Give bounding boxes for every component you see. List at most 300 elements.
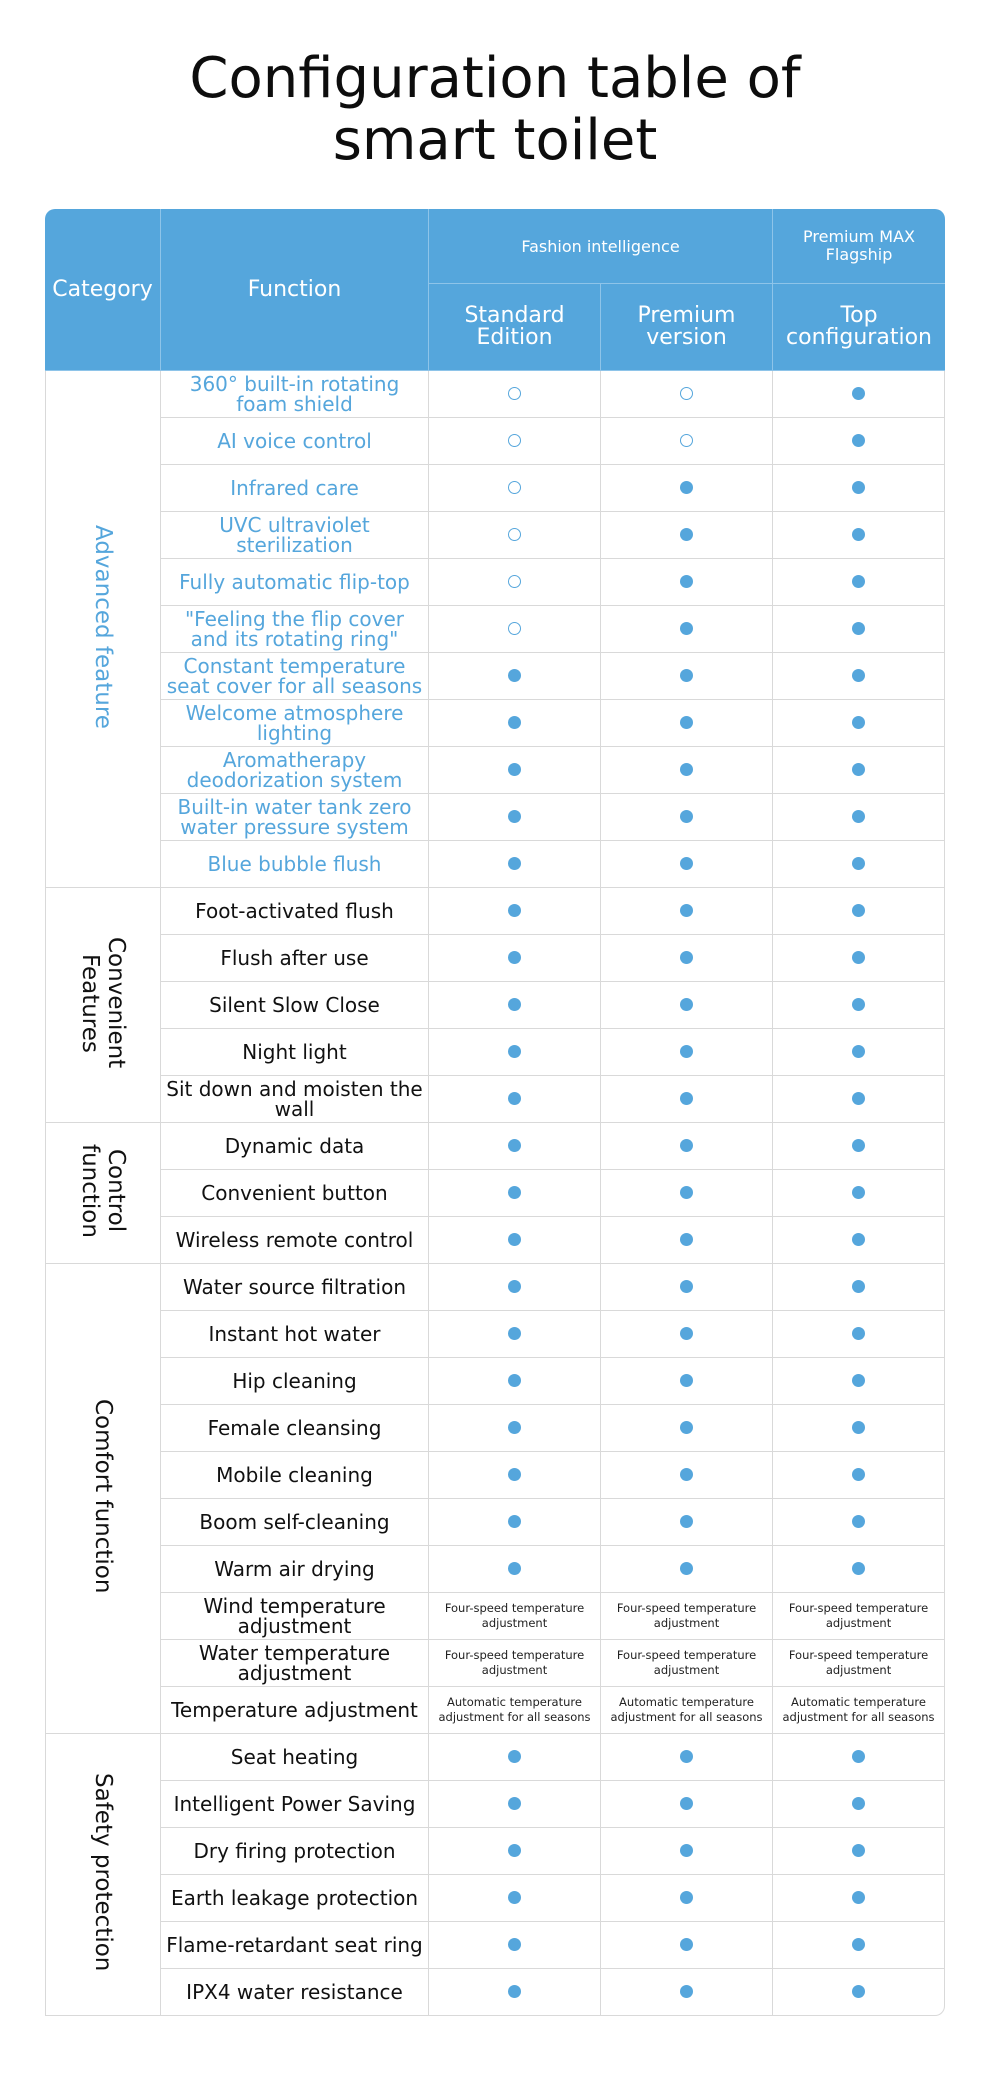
table-row <box>45 1264 945 1311</box>
dot-filled-icon <box>508 951 521 964</box>
function-name: Constant temperature seat cover for all seasons <box>161 653 429 700</box>
config-table <box>45 209 945 2016</box>
cell-top <box>773 1217 945 1264</box>
cell-premium <box>601 418 773 465</box>
dot-filled-icon <box>680 622 693 635</box>
cell-premium <box>601 465 773 512</box>
table-row <box>45 1217 945 1264</box>
cell-value-text: Four-speed temperature adjustment <box>616 1601 757 1630</box>
cell-standard <box>429 888 601 935</box>
header-premium-version: Premium version <box>601 284 773 371</box>
cell-standard-text <box>429 1593 601 1640</box>
cell-standard <box>429 700 601 747</box>
function-name: Welcome atmosphere lighting <box>161 700 429 747</box>
dot-filled-icon <box>680 1797 693 1810</box>
function-name: Aromatherapy deodorization system <box>161 747 429 794</box>
dot-filled-icon <box>508 857 521 870</box>
cell-top <box>773 1311 945 1358</box>
cell-premium <box>601 1828 773 1875</box>
table-row <box>45 1922 945 1969</box>
function-name: Fully automatic flip-top <box>161 559 429 606</box>
table-row <box>45 1593 945 1640</box>
function-name: UVC ultraviolet sterilization <box>161 512 429 559</box>
table-row <box>45 1781 945 1828</box>
cell-top-text <box>773 1687 945 1734</box>
cell-standard <box>429 1452 601 1499</box>
table-row <box>45 1969 945 2016</box>
table-row <box>45 1029 945 1076</box>
cell-top <box>773 888 945 935</box>
dot-filled-icon <box>852 763 865 776</box>
dot-filled-icon <box>508 1562 521 1575</box>
dot-filled-icon <box>508 1797 521 1810</box>
function-name: Dry firing protection <box>161 1828 429 1875</box>
category-cell <box>45 1264 161 1734</box>
dot-filled-icon <box>852 1562 865 1575</box>
cell-top <box>773 371 945 418</box>
cell-top <box>773 512 945 559</box>
table-row <box>45 1828 945 1875</box>
header-function: Function <box>161 209 429 371</box>
function-name: Mobile cleaning <box>161 1452 429 1499</box>
dot-filled-icon <box>680 998 693 1011</box>
table-row <box>45 418 945 465</box>
cell-premium <box>601 1264 773 1311</box>
cell-standard <box>429 465 601 512</box>
cell-standard <box>429 1358 601 1405</box>
function-name: Earth leakage protection <box>161 1875 429 1922</box>
dot-filled-icon <box>680 1844 693 1857</box>
cell-premium <box>601 1170 773 1217</box>
dot-filled-icon <box>852 1374 865 1387</box>
cell-premium-text <box>601 1640 773 1687</box>
cell-standard <box>429 1311 601 1358</box>
dot-filled-icon <box>680 528 693 541</box>
dot-filled-icon <box>508 1186 521 1199</box>
dot-filled-icon <box>852 1891 865 1904</box>
cell-standard <box>429 1922 601 1969</box>
cell-premium-text <box>601 1687 773 1734</box>
dot-hollow-icon <box>508 575 521 588</box>
category-label: Safety protection <box>90 1773 116 1972</box>
cell-premium-text <box>601 1593 773 1640</box>
function-name: Warm air drying <box>161 1546 429 1593</box>
dot-filled-icon <box>508 1233 521 1246</box>
cell-premium <box>601 1781 773 1828</box>
dot-filled-icon <box>680 1468 693 1481</box>
header-top-configuration: Top configuration <box>773 284 945 371</box>
dot-filled-icon <box>508 1985 521 1998</box>
dot-filled-icon <box>508 1938 521 1951</box>
cell-premium <box>601 982 773 1029</box>
cell-top <box>773 1875 945 1922</box>
cell-top <box>773 465 945 512</box>
table-row <box>45 1734 945 1781</box>
dot-filled-icon <box>508 1045 521 1058</box>
category-label: Advanced feature <box>90 525 116 729</box>
cell-premium <box>601 1875 773 1922</box>
dot-filled-icon <box>508 1327 521 1340</box>
function-name: Foot-activated flush <box>161 888 429 935</box>
page-title <box>0 48 990 172</box>
category-cell <box>45 1734 161 2016</box>
cell-top-text <box>773 1593 945 1640</box>
category-cell <box>45 888 161 1123</box>
cell-premium <box>601 1217 773 1264</box>
function-name: Built-in water tank zero water pressure system <box>161 794 429 841</box>
cell-top <box>773 1452 945 1499</box>
cell-premium <box>601 747 773 794</box>
cell-standard <box>429 371 601 418</box>
cell-value-text: Automatic temperature adjustment for all seasons <box>438 1695 591 1724</box>
table-header <box>45 209 945 371</box>
dot-filled-icon <box>680 1515 693 1528</box>
cell-standard <box>429 1405 601 1452</box>
cell-premium <box>601 888 773 935</box>
cell-premium <box>601 1029 773 1076</box>
function-name: Sit down and moisten the wall <box>161 1076 429 1123</box>
dot-filled-icon <box>852 1139 865 1152</box>
dot-filled-icon <box>680 716 693 729</box>
cell-premium <box>601 1969 773 2016</box>
dot-filled-icon <box>680 1327 693 1340</box>
cell-premium <box>601 1311 773 1358</box>
dot-filled-icon <box>680 1186 693 1199</box>
cell-top <box>773 794 945 841</box>
dot-filled-icon <box>680 810 693 823</box>
function-name: Hip cleaning <box>161 1358 429 1405</box>
table-body <box>45 371 945 2016</box>
cell-top <box>773 1922 945 1969</box>
dot-hollow-icon <box>680 434 693 447</box>
function-name: AI voice control <box>161 418 429 465</box>
dot-filled-icon <box>852 904 865 917</box>
cell-top <box>773 1781 945 1828</box>
dot-filled-icon <box>508 763 521 776</box>
cell-standard <box>429 841 601 888</box>
cell-top <box>773 747 945 794</box>
function-name: 360° built-in rotating foam shield <box>161 371 429 418</box>
dot-filled-icon <box>508 1374 521 1387</box>
dot-filled-icon <box>852 1327 865 1340</box>
dot-filled-icon <box>852 481 865 494</box>
function-name: Flush after use <box>161 935 429 982</box>
cell-premium <box>601 1499 773 1546</box>
dot-filled-icon <box>852 951 865 964</box>
cell-top <box>773 1076 945 1123</box>
cell-standard <box>429 1123 601 1170</box>
dot-filled-icon <box>680 1938 693 1951</box>
dot-filled-icon <box>508 1750 521 1763</box>
function-name: Intelligent Power Saving <box>161 1781 429 1828</box>
dot-filled-icon <box>852 528 865 541</box>
table-row <box>45 1452 945 1499</box>
cell-standard <box>429 1217 601 1264</box>
category-label: Control function <box>77 1144 129 1238</box>
cell-value-text: Four-speed temperature adjustment <box>616 1648 757 1677</box>
cell-premium <box>601 606 773 653</box>
table-row <box>45 1170 945 1217</box>
cell-top <box>773 1828 945 1875</box>
cell-premium <box>601 1452 773 1499</box>
function-name: Blue bubble flush <box>161 841 429 888</box>
dot-filled-icon <box>680 1421 693 1434</box>
header-standard-edition: Standard Edition <box>429 284 601 371</box>
table-row <box>45 1076 945 1123</box>
cell-top <box>773 1969 945 2016</box>
cell-top <box>773 1734 945 1781</box>
cell-premium <box>601 935 773 982</box>
cell-standard <box>429 512 601 559</box>
cell-top-text <box>773 1640 945 1687</box>
cell-value-text: Automatic temperature adjustment for all seasons <box>610 1695 763 1724</box>
cell-value-text: Four-speed temperature adjustment <box>788 1601 929 1630</box>
dot-filled-icon <box>680 575 693 588</box>
function-name: Night light <box>161 1029 429 1076</box>
table-row <box>45 1546 945 1593</box>
table-row <box>45 935 945 982</box>
cell-standard <box>429 1264 601 1311</box>
dot-filled-icon <box>852 1985 865 1998</box>
table-row <box>45 1875 945 1922</box>
dot-hollow-icon <box>508 387 521 400</box>
dot-filled-icon <box>680 1092 693 1105</box>
dot-filled-icon <box>852 434 865 447</box>
dot-filled-icon <box>680 904 693 917</box>
cell-premium <box>601 841 773 888</box>
dot-filled-icon <box>852 622 865 635</box>
dot-filled-icon <box>852 1844 865 1857</box>
cell-premium <box>601 371 773 418</box>
dot-filled-icon <box>852 1092 865 1105</box>
dot-filled-icon <box>680 669 693 682</box>
cell-top <box>773 841 945 888</box>
header-category: Category <box>45 209 161 371</box>
category-label: Convenient Features <box>77 937 129 1069</box>
dot-filled-icon <box>508 669 521 682</box>
dot-filled-icon <box>508 1280 521 1293</box>
category-label: Comfort function <box>90 1399 116 1594</box>
dot-filled-icon <box>852 1186 865 1199</box>
cell-premium <box>601 512 773 559</box>
dot-filled-icon <box>852 1233 865 1246</box>
dot-filled-icon <box>680 1233 693 1246</box>
cell-top <box>773 1029 945 1076</box>
table-row <box>45 559 945 606</box>
dot-filled-icon <box>680 481 693 494</box>
cell-premium <box>601 1358 773 1405</box>
function-name: "Feeling the flip cover and its rotating ring" <box>161 606 429 653</box>
cell-standard <box>429 1828 601 1875</box>
dot-hollow-icon <box>508 481 521 494</box>
cell-top <box>773 700 945 747</box>
cell-standard <box>429 1076 601 1123</box>
table-row <box>45 841 945 888</box>
function-name: Wind temperature adjustment <box>161 1593 429 1640</box>
cell-top <box>773 606 945 653</box>
cell-standard <box>429 418 601 465</box>
cell-value-text: Four-speed temperature adjustment <box>444 1601 585 1630</box>
cell-standard <box>429 1734 601 1781</box>
cell-top <box>773 1546 945 1593</box>
function-name: Water temperature adjustment <box>161 1640 429 1687</box>
table-row <box>45 700 945 747</box>
dot-filled-icon <box>852 1938 865 1951</box>
function-name: Water source filtration <box>161 1264 429 1311</box>
dot-filled-icon <box>680 1562 693 1575</box>
dot-filled-icon <box>508 810 521 823</box>
cell-premium <box>601 653 773 700</box>
table-row <box>45 1358 945 1405</box>
table-row <box>45 888 945 935</box>
dot-filled-icon <box>508 1421 521 1434</box>
cell-standard <box>429 1969 601 2016</box>
table-row <box>45 982 945 1029</box>
cell-top <box>773 559 945 606</box>
function-name: Dynamic data <box>161 1123 429 1170</box>
title-line-1: Configuration table of <box>189 46 801 111</box>
cell-top <box>773 1264 945 1311</box>
function-name: Silent Slow Close <box>161 982 429 1029</box>
cell-top <box>773 1170 945 1217</box>
cell-standard <box>429 1875 601 1922</box>
cell-standard <box>429 606 601 653</box>
table-row <box>45 1405 945 1452</box>
cell-top <box>773 418 945 465</box>
dot-filled-icon <box>508 1468 521 1481</box>
cell-premium <box>601 700 773 747</box>
function-name: Female cleansing <box>161 1405 429 1452</box>
dot-filled-icon <box>680 1374 693 1387</box>
cell-premium <box>601 1922 773 1969</box>
dot-filled-icon <box>852 387 865 400</box>
dot-filled-icon <box>852 575 865 588</box>
table-row <box>45 794 945 841</box>
function-name: Boom self-cleaning <box>161 1499 429 1546</box>
cell-standard <box>429 982 601 1029</box>
table-row <box>45 512 945 559</box>
header-group-fashion: Fashion intelligence <box>429 209 773 284</box>
dot-filled-icon <box>508 716 521 729</box>
dot-filled-icon <box>852 1045 865 1058</box>
cell-value-text: Four-speed temperature adjustment <box>788 1648 929 1677</box>
table-row <box>45 606 945 653</box>
table-row <box>45 1499 945 1546</box>
cell-standard <box>429 1546 601 1593</box>
cell-standard <box>429 1499 601 1546</box>
table-row <box>45 465 945 512</box>
cell-standard <box>429 559 601 606</box>
table-row <box>45 747 945 794</box>
dot-filled-icon <box>852 669 865 682</box>
header-group-flagship: Premium MAX Flagship <box>773 209 945 284</box>
function-name: Seat heating <box>161 1734 429 1781</box>
dot-filled-icon <box>680 1280 693 1293</box>
cell-premium <box>601 559 773 606</box>
dot-hollow-icon <box>508 528 521 541</box>
cell-standard <box>429 1170 601 1217</box>
dot-filled-icon <box>508 1844 521 1857</box>
dot-filled-icon <box>852 1280 865 1293</box>
cell-standard <box>429 653 601 700</box>
dot-filled-icon <box>852 998 865 1011</box>
function-name: Instant hot water <box>161 1311 429 1358</box>
dot-filled-icon <box>852 1468 865 1481</box>
dot-filled-icon <box>680 1045 693 1058</box>
cell-top <box>773 1123 945 1170</box>
cell-standard <box>429 794 601 841</box>
function-name: Temperature adjustment <box>161 1687 429 1734</box>
category-cell <box>45 371 161 888</box>
function-name: Flame-retardant seat ring <box>161 1922 429 1969</box>
table-row <box>45 1687 945 1734</box>
cell-top <box>773 653 945 700</box>
function-name: IPX4 water resistance <box>161 1969 429 2016</box>
dot-filled-icon <box>852 1797 865 1810</box>
table-row <box>45 1311 945 1358</box>
function-name: Infrared care <box>161 465 429 512</box>
dot-filled-icon <box>680 951 693 964</box>
function-name: Wireless remote control <box>161 1217 429 1264</box>
table-row <box>45 653 945 700</box>
cell-standard <box>429 935 601 982</box>
dot-filled-icon <box>680 857 693 870</box>
cell-value-text: Automatic temperature adjustment for all seasons <box>782 1695 935 1724</box>
table-row <box>45 1123 945 1170</box>
category-cell <box>45 1123 161 1264</box>
table-row <box>45 1640 945 1687</box>
dot-filled-icon <box>852 857 865 870</box>
cell-standard <box>429 1781 601 1828</box>
cell-standard <box>429 1029 601 1076</box>
cell-premium <box>601 1546 773 1593</box>
cell-top <box>773 1405 945 1452</box>
dot-filled-icon <box>508 998 521 1011</box>
cell-premium <box>601 1123 773 1170</box>
cell-standard-text <box>429 1640 601 1687</box>
cell-top <box>773 982 945 1029</box>
function-name: Convenient button <box>161 1170 429 1217</box>
cell-standard <box>429 747 601 794</box>
dot-filled-icon <box>852 1421 865 1434</box>
dot-filled-icon <box>680 1139 693 1152</box>
cell-premium <box>601 1734 773 1781</box>
dot-filled-icon <box>680 1750 693 1763</box>
dot-filled-icon <box>852 1515 865 1528</box>
cell-value-text: Four-speed temperature adjustment <box>444 1648 585 1677</box>
cell-premium <box>601 1405 773 1452</box>
dot-filled-icon <box>508 1515 521 1528</box>
dot-filled-icon <box>680 763 693 776</box>
dot-hollow-icon <box>508 622 521 635</box>
cell-top <box>773 1358 945 1405</box>
dot-filled-icon <box>680 1985 693 1998</box>
dot-filled-icon <box>508 1139 521 1152</box>
title-line-2: smart toilet <box>332 108 658 173</box>
dot-filled-icon <box>680 1891 693 1904</box>
cell-top <box>773 935 945 982</box>
dot-filled-icon <box>852 810 865 823</box>
dot-hollow-icon <box>680 387 693 400</box>
cell-premium <box>601 794 773 841</box>
table-row <box>45 371 945 418</box>
dot-filled-icon <box>508 904 521 917</box>
dot-hollow-icon <box>508 434 521 447</box>
cell-standard-text <box>429 1687 601 1734</box>
dot-filled-icon <box>508 1891 521 1904</box>
cell-premium <box>601 1076 773 1123</box>
dot-filled-icon <box>508 1092 521 1105</box>
